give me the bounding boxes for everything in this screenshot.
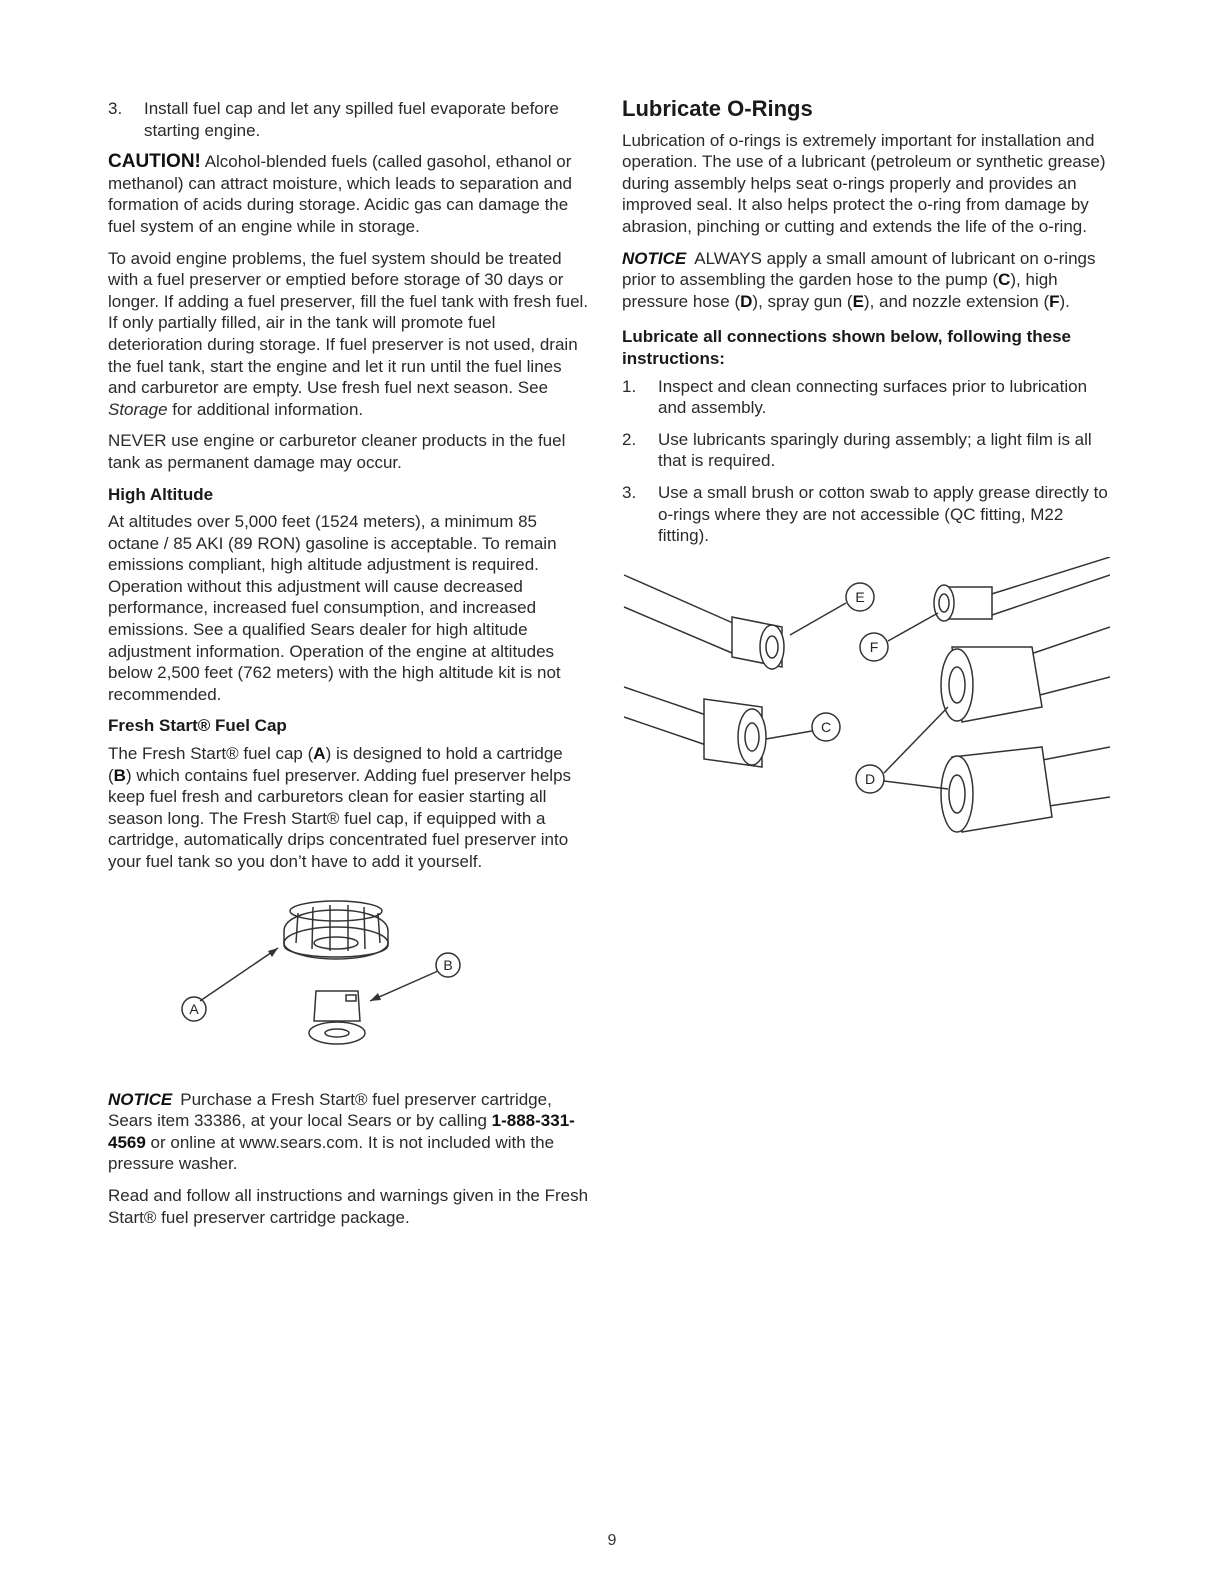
notice-label: NOTICE (108, 1089, 173, 1109)
notice-label: NOTICE (622, 248, 687, 268)
page-number: 9 (607, 1532, 617, 1549)
notice-paragraph (108, 1089, 590, 1175)
step-text: Use a small brush or cotton swab to apply grease directly to o-rings where they are not accessible (QC fitting, M22 fitting). (658, 482, 1108, 546)
fuel-system-text-end: for additional information. (167, 399, 364, 419)
callout-f-label: F (869, 638, 879, 655)
step-2 (622, 429, 1110, 472)
callout-e-ref: E (852, 291, 864, 311)
notice-text: ALWAYS apply a small amount of lubricant on o-rings prior to assembling the garden hose to the pump ( (622, 248, 1096, 290)
caution-text: Alcohol-blended fuels (called gasohol, ethanol or methanol) can attract moisture, which leads to separation and formation of acids during storage. Acidic gas can damage the fuel system of an engine while in storage. (108, 152, 572, 236)
step-text: Install fuel cap and let any spilled fuel evaporate before starting engine. (144, 99, 559, 140)
hose-connections-figure (622, 557, 1110, 847)
fuel-system-paragraph (108, 248, 590, 421)
left-column (108, 98, 590, 1238)
notice-text-end: or online at www.sears.com. It is not included with the pressure washer. (108, 1132, 555, 1174)
step-1 (622, 376, 1110, 419)
callout-c-ref: C (998, 270, 1011, 290)
caution-paragraph (108, 151, 590, 237)
callout-e-label: E (855, 588, 865, 605)
storage-reference: Storage (108, 399, 168, 419)
high-altitude-heading: High Altitude (108, 484, 214, 504)
connections-subheading: Lubricate all connections shown below, following these instructions: (622, 327, 1071, 368)
lubrication-intro: Lubrication of o-rings is extremely important for installation and operation. The use of a lubricant (petroleum or synthetic grease) during assembly helps seat o-rings properly and provides an improved seal. It also helps protect the o-ring from damage by abrasion, pinching or cutting and extends the life of the o-ring. (622, 130, 1106, 236)
fresh-start-text: ) which contains fuel preserver. Adding fuel preserver helps keep fuel fresh and carburetors clean for easier starting all season long. The Fresh Start® fuel cap, if equipped with a cartridge, automatically drips concentrated fuel preserver into your fuel tank so you don’t have to add it yourself. (108, 765, 572, 871)
step-3 (108, 98, 590, 141)
callout-b-label: B (443, 956, 453, 973)
fresh-start-heading: Fresh Start® Fuel Cap (108, 716, 287, 736)
fresh-start-text: The Fresh Start® fuel cap ( (108, 744, 314, 764)
never-paragraph: NEVER use engine or carburetor cleaner products in the fuel tank as permanent damage may occur. (108, 431, 566, 472)
fresh-start-text: ) is designed to hold a cartridge ( (108, 744, 563, 785)
callout-b-ref: B (113, 765, 126, 785)
step-number: 2. (622, 429, 637, 449)
step-text: Use lubricants sparingly during assembly; a light film is all that is required. (658, 429, 1092, 471)
notice-text: ), high pressure hose ( (622, 270, 1058, 311)
notice-text: ), spray gun ( (752, 291, 853, 311)
notice-text: Purchase a Fresh Start® fuel preserver cartridge, Sears item 33386, at your local Sears or by calling (108, 1089, 552, 1131)
high-altitude-paragraph: At altitudes over 5,000 feet (1524 meters), a minimum 85 octane / 85 AKI (89 RON) gasoline is acceptable. To remain emissions compliant, high altitude adjustment is required. Operation without this adjustment will cause decreased performance, increased fuel consumption, and increased emissions. See a qualified Sears dealer for high altitude adjustment information. Operation of the engine at altitudes below 2,500 feet (762 meters) with the high altitude kit is not recommended. (108, 512, 561, 704)
callout-d-ref: D (740, 291, 753, 311)
callout-f-ref: F (1049, 291, 1060, 311)
fresh-start-paragraph (108, 743, 590, 873)
notice-text: ). (1059, 291, 1070, 311)
step-3 (622, 482, 1110, 547)
step-number: 3. (108, 99, 123, 118)
callout-c-label: C (820, 718, 832, 735)
right-column (622, 98, 1110, 847)
fuel-cap-figure (108, 883, 590, 1083)
read-follow-paragraph: Read and follow all instructions and warnings given in the Fresh Start® fuel preserver cartridge package. (108, 1185, 589, 1227)
step-number: 1. (622, 376, 637, 396)
phone-number: 1-888-331-4569 (108, 1111, 575, 1152)
step-text: Inspect and clean connecting surfaces prior to lubrication and assembly. (658, 376, 1088, 418)
callout-a-ref: A (313, 744, 326, 764)
step-number: 3. (622, 482, 637, 502)
fuel-system-text: To avoid engine problems, the fuel system should be treated with a fuel preserver or emptied before storage of 30 days or longer. If adding a fuel preserver, fill the fuel tank with fresh fuel. If only partially filled, air in the tank will promote fuel deterioration during storage. If fuel preserver is not used, drain the fuel tank, start the engine and let it run until the fuel lines and carburetor are empty. Use fresh fuel next season. See (108, 248, 589, 398)
notice-text: ), and nozzle extension ( (863, 291, 1050, 311)
callout-d-label: D (864, 770, 876, 787)
callout-a-label: A (189, 1000, 199, 1017)
lubricate-heading: Lubricate O-Rings (622, 96, 813, 121)
right-notice-paragraph (622, 248, 1110, 313)
caution-label: CAUTION! (108, 151, 201, 173)
